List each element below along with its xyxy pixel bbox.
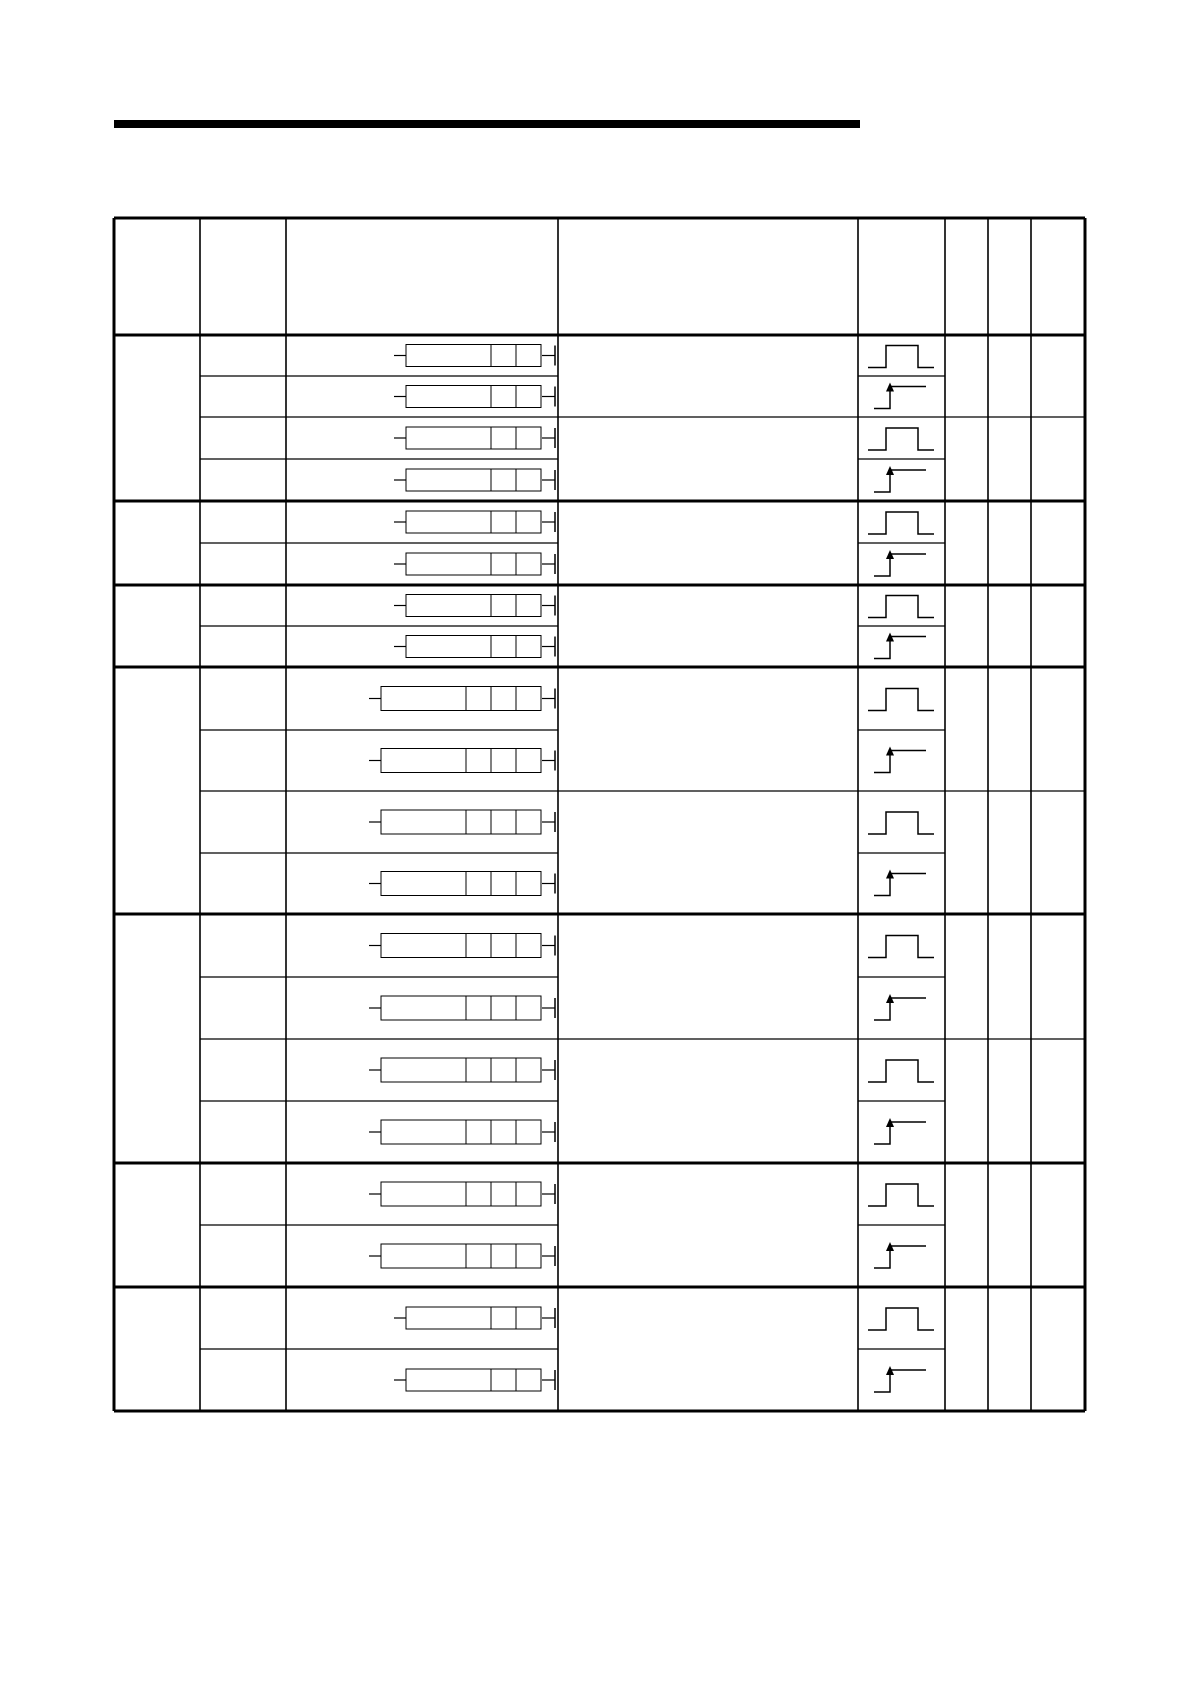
instruction-symbol-box bbox=[381, 687, 541, 711]
pulse-waveform-icon bbox=[868, 1184, 934, 1206]
instruction-symbol-box bbox=[406, 1369, 541, 1391]
instruction-symbol-box bbox=[406, 345, 541, 367]
instruction-symbol-box bbox=[406, 427, 541, 449]
instruction-symbol-box bbox=[381, 934, 541, 958]
instruction-symbol-box bbox=[381, 996, 541, 1020]
instruction-symbol-box bbox=[381, 1120, 541, 1144]
pulse-waveform-icon bbox=[868, 346, 934, 368]
pulse-waveform-icon bbox=[868, 689, 934, 711]
pulse-waveform-icon bbox=[868, 1060, 934, 1082]
instruction-symbol-box bbox=[406, 636, 541, 658]
instruction-symbol-box bbox=[381, 1182, 541, 1206]
instruction-symbol-box bbox=[406, 386, 541, 408]
instruction-symbol-box bbox=[406, 1307, 541, 1329]
instruction-symbol-box bbox=[406, 469, 541, 491]
instruction-symbol-box bbox=[381, 1244, 541, 1268]
instruction-symbol-box bbox=[381, 872, 541, 896]
pulse-waveform-icon bbox=[868, 1308, 934, 1330]
pulse-waveform-icon bbox=[868, 936, 934, 958]
pulse-waveform-icon bbox=[868, 596, 934, 618]
instruction-symbol-box bbox=[406, 511, 541, 533]
instruction-symbol-box bbox=[381, 1058, 541, 1082]
pulse-waveform-icon bbox=[868, 812, 934, 834]
instruction-symbol-box bbox=[406, 553, 541, 575]
instruction-symbol-box bbox=[381, 749, 541, 773]
instruction-symbol-box bbox=[381, 810, 541, 834]
instruction-symbol-box bbox=[406, 595, 541, 617]
pulse-waveform-icon bbox=[868, 512, 934, 534]
pulse-waveform-icon bbox=[868, 428, 934, 450]
